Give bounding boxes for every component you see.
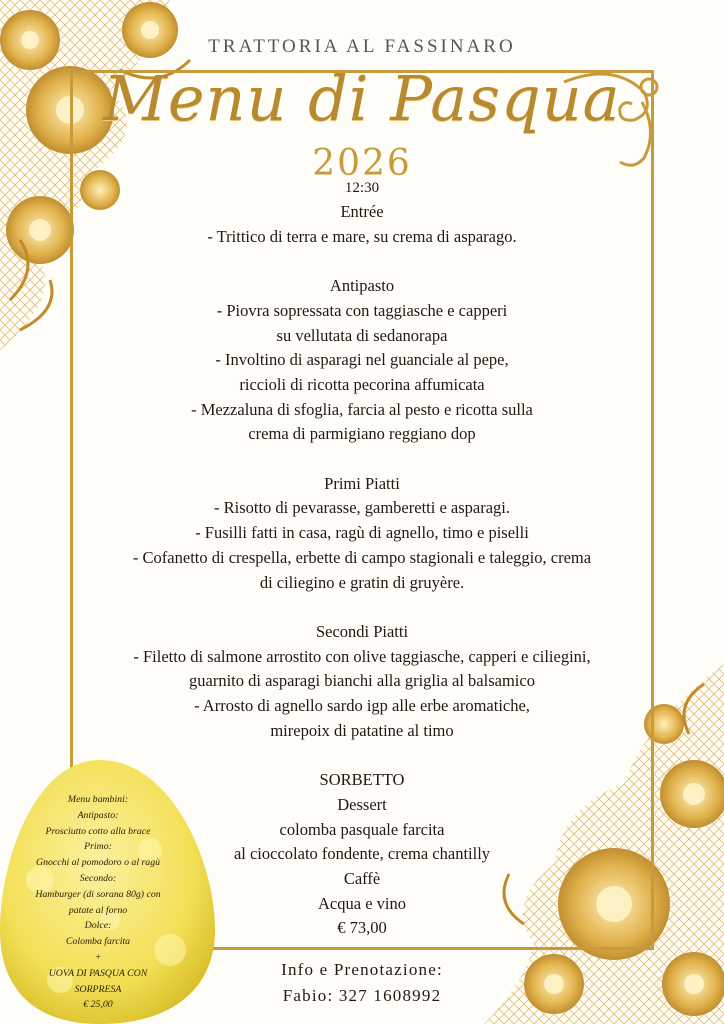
menu-line: - Mezzaluna di sfoglia, farcia al pesto e ricotta sulla	[191, 399, 533, 419]
menu-line: Caffè	[343, 868, 381, 888]
menu-line: - Trittico di terra e mare, su crema di asparago.	[207, 226, 517, 246]
menu-line: su vellutata di sedanorapa	[276, 325, 448, 345]
menu-line: guarnito di asparagi bianchi alla griglia al balsamico	[189, 671, 535, 691]
kids-menu-line: Hamburger (di sorana 80g) con	[35, 888, 161, 900]
menu-line: riccioli di ricotta pecorina affumicata	[239, 374, 485, 394]
menu-title: Menu di Pasqua	[103, 62, 621, 135]
info-label: Info e Prenotazione:	[281, 960, 443, 979]
menu-line: - Arrosto di agnello sardo igp alle erbe aromatiche,	[194, 696, 530, 716]
menu-line: - Cofanetto di crespella, erbette di campo stagionali e taleggio, crema	[132, 547, 592, 567]
kids-menu-line: Dolce:	[84, 920, 112, 932]
menu-line: al cioccolato fondente, crema chantilly	[233, 844, 491, 864]
kids-menu-line: UOVA DI PASQUA CON	[48, 967, 148, 979]
menu-line: - Fusilli fatti in casa, ragù di agnello, timo e piselli	[195, 523, 529, 543]
menu-line: Entrée	[340, 202, 384, 221]
kids-menu-line: patate al forno	[68, 904, 128, 916]
info-phone: Fabio: 327 1608992	[282, 986, 442, 1005]
kids-menu-line: Menu bambini:	[67, 794, 129, 805]
kids-menu-line: Primo:	[84, 841, 112, 853]
menu-spacer	[60, 447, 664, 472]
menu-line: Dessert	[337, 794, 387, 814]
kids-menu-line: Gnocchi al pomodoro o al ragù	[36, 857, 160, 869]
kids-menu-line: Colomba farcita	[65, 936, 131, 948]
menu-line: SORBETTO	[319, 770, 405, 790]
menu-year: 2026	[312, 143, 412, 184]
restaurant-name: TRATTORIA AL FASSINARO	[208, 36, 516, 57]
kids-menu-line: € 25,00	[83, 999, 113, 1011]
menu-line: Primi Piatti	[324, 473, 400, 493]
menu-spacer	[60, 249, 664, 274]
menu-spacer	[60, 595, 664, 620]
menu-line: colomba pasquale farcita	[279, 819, 445, 839]
menu-line: di ciliegino e gratin di gruyère.	[259, 572, 465, 592]
menu-line: - Filetto di salmone arrostito con olive taggiasche, capperi e ciliegini,	[133, 646, 591, 666]
kids-menu-line: SORPRESA	[74, 983, 122, 995]
kids-menu-line: Antipasto:	[77, 809, 119, 821]
kids-menu-line: +	[94, 951, 102, 963]
menu-line: - Piovra sopressata con taggiasche e capperi	[216, 300, 508, 320]
menu-line: - Involtino di asparagi nel guanciale al pepe,	[215, 350, 509, 370]
kids-menu-line: Secondo:	[79, 872, 117, 884]
menu-line: - Risotto di pevarasse, gamberetti e asparagi.	[214, 498, 510, 518]
menu-line: crema di parmigiano reggiano dop	[248, 424, 476, 444]
menu-line: Secondi Piatti	[315, 621, 409, 641]
menu-line: mirepoix di patatine al timo	[270, 720, 454, 740]
menu-line: Acqua e vino	[318, 893, 406, 913]
menu-line: Antipasto	[329, 276, 395, 296]
menu-line: € 73,00	[337, 918, 387, 938]
serving-time: 12:30	[344, 180, 380, 196]
kids-menu-line: Prosciutto cotto alla brace	[45, 825, 151, 837]
